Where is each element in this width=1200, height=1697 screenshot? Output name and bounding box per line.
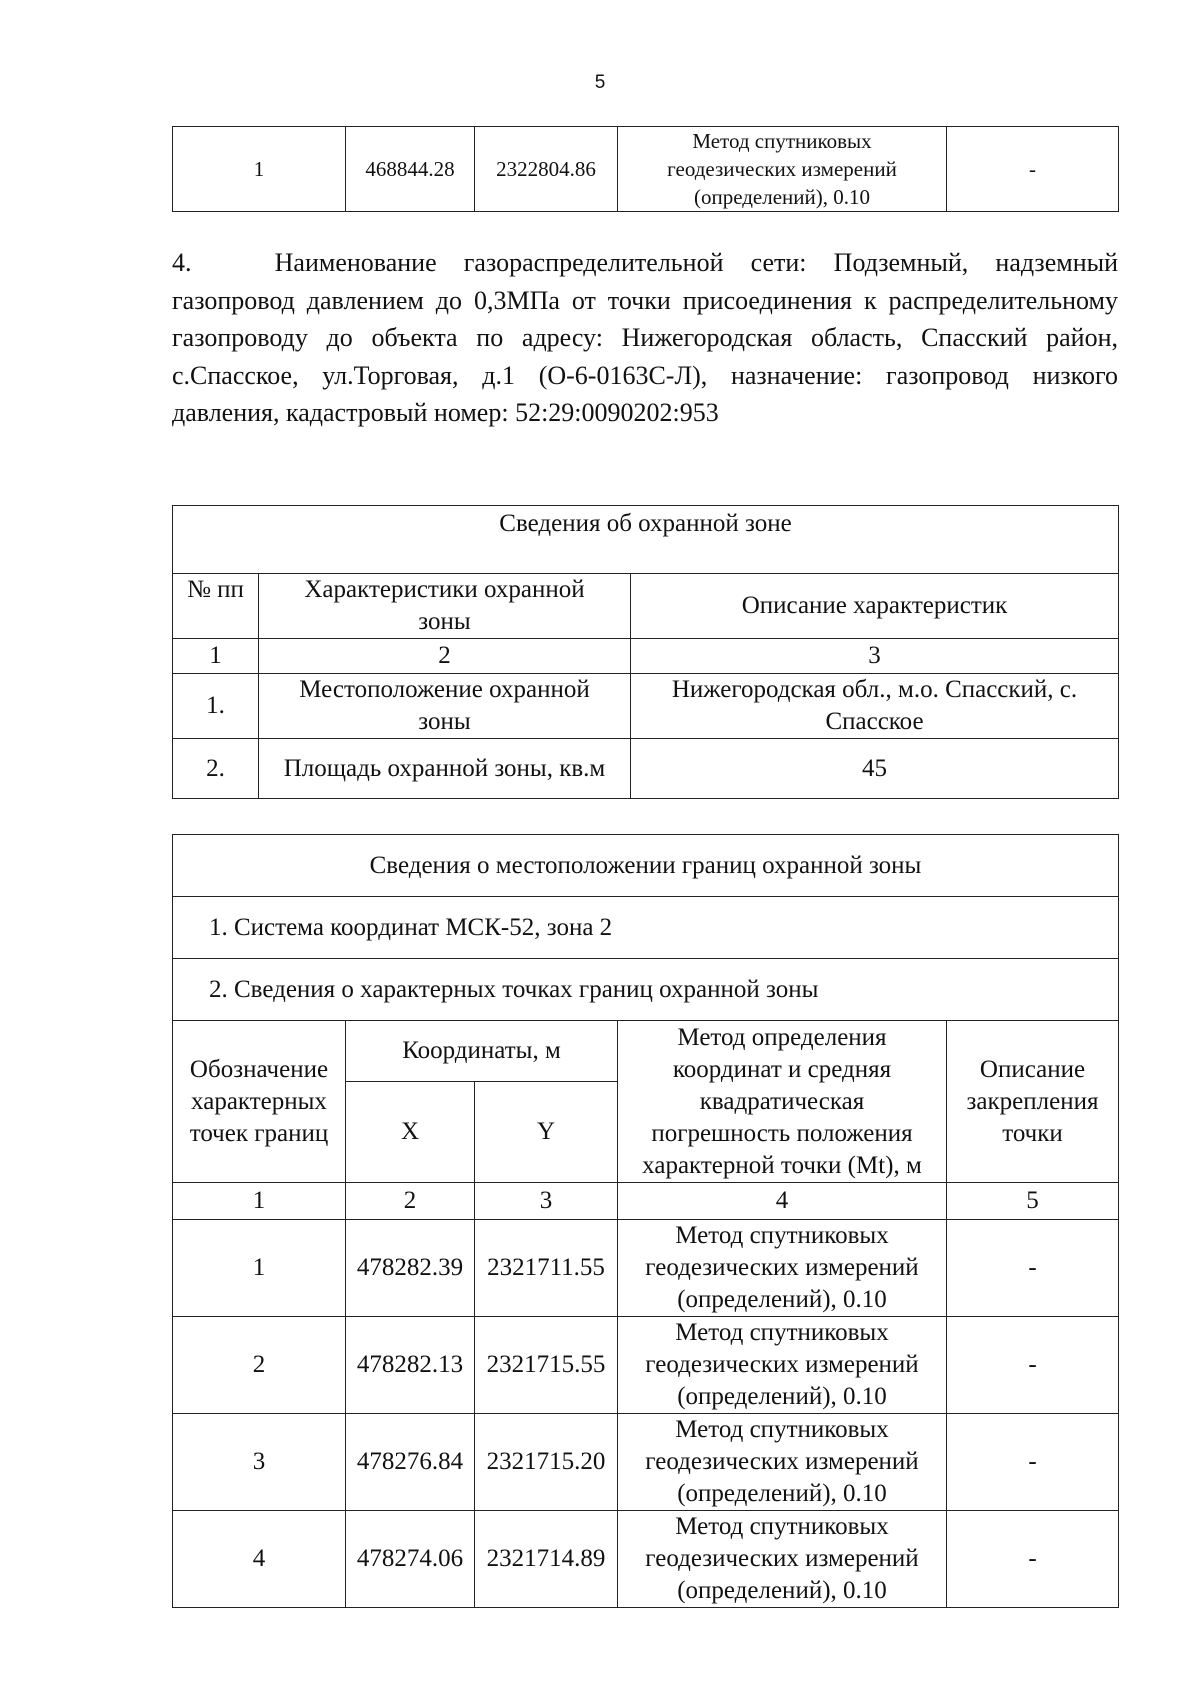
method-cell: Метод спутниковых геодезических измерений (определений), 0.10 bbox=[618, 1317, 947, 1414]
table-row bbox=[173, 127, 1119, 212]
points-title: 2. Сведения о характерных точках границ охранной зоны bbox=[173, 959, 1119, 1021]
table-row bbox=[173, 1511, 1119, 1608]
header-description: Описание характеристик bbox=[631, 574, 1119, 639]
header-designation: Обозначение характерных точек границ bbox=[173, 1021, 346, 1183]
header-x: X bbox=[346, 1082, 475, 1183]
coord-y: 2321715.55 bbox=[475, 1317, 618, 1414]
coord-y: 2321714.89 bbox=[475, 1511, 618, 1608]
col-number: 4 bbox=[618, 1183, 947, 1220]
coord-y: 2322804.86 bbox=[475, 127, 618, 212]
header-num: № пп bbox=[173, 574, 259, 639]
row-characteristic: Местоположение охранной зоны bbox=[259, 674, 631, 739]
fixing-cell: - bbox=[947, 1414, 1119, 1511]
header-characteristic: Характеристики охранной зоны bbox=[259, 574, 631, 639]
fixing-cell: - bbox=[947, 1317, 1119, 1414]
col-number: 2 bbox=[259, 639, 631, 674]
coord-y: 2321711.55 bbox=[475, 1220, 618, 1317]
fixing-cell: - bbox=[947, 127, 1119, 212]
row-characteristic: Площадь охранной зоны, кв.м bbox=[259, 739, 631, 799]
row-description: Нижегородская обл., м.о. Спасский, с. Спасское bbox=[631, 674, 1119, 739]
col-number: 2 bbox=[346, 1183, 475, 1220]
table-row bbox=[173, 1317, 1119, 1414]
row-num: 2. bbox=[173, 739, 259, 799]
header-y: Y bbox=[475, 1082, 618, 1183]
row-num: 1. bbox=[173, 674, 259, 739]
col-number: 5 bbox=[947, 1183, 1119, 1220]
coord-x: 478282.13 bbox=[346, 1317, 475, 1414]
coord-x: 478282.39 bbox=[346, 1220, 475, 1317]
fixing-cell: - bbox=[947, 1511, 1119, 1608]
table-row bbox=[173, 1220, 1119, 1317]
method-cell: Метод спутниковых геодезических измерений (определений), 0.10 bbox=[618, 127, 947, 212]
col-number: 3 bbox=[475, 1183, 618, 1220]
page-number: 5 bbox=[594, 72, 606, 93]
fixing-cell: - bbox=[947, 1220, 1119, 1317]
boundaries-table bbox=[172, 834, 1119, 1608]
zone-table-title: Сведения об охранной зоне bbox=[173, 506, 1119, 574]
point-number: 3 bbox=[173, 1414, 346, 1511]
row-description: 45 bbox=[631, 739, 1119, 799]
header-fixing: Описание закрепления точки bbox=[947, 1021, 1119, 1183]
network-description-paragraph bbox=[172, 244, 1118, 432]
method-cell: Метод спутниковых геодезических измерений (определений), 0.10 bbox=[618, 1511, 947, 1608]
bounds-table-title: Сведения о местоположении границ охранной зоны bbox=[173, 835, 1119, 897]
method-cell: Метод спутниковых геодезических измерений (определений), 0.10 bbox=[618, 1220, 947, 1317]
coord-x: 468844.28 bbox=[346, 127, 475, 212]
table-row bbox=[173, 1414, 1119, 1511]
coord-x: 478276.84 bbox=[346, 1414, 475, 1511]
point-number: 4 bbox=[173, 1511, 346, 1608]
coord-x: 478274.06 bbox=[346, 1511, 475, 1608]
col-number: 3 bbox=[631, 639, 1119, 674]
header-coordinates: Координаты, м bbox=[346, 1021, 618, 1082]
col-number: 1 bbox=[173, 1183, 346, 1220]
point-number: 1 bbox=[173, 127, 346, 212]
protection-zone-table bbox=[172, 505, 1119, 799]
paragraph-number: 4. bbox=[172, 248, 192, 277]
coordinate-system: 1. Система координат МСК-52, зона 2 bbox=[173, 897, 1119, 959]
coord-y: 2321715.20 bbox=[475, 1414, 618, 1511]
point-number: 2 bbox=[173, 1317, 346, 1414]
paragraph-text: Наименование газораспределительной сети: Подземный, надземный газопровод давлением до 0,3МПа от точки присоединения к распределительному газопроводу до объекта по адресу: Нижегородская область, Спасский район, с.Спасское, ул.Торговая, д.1 (О-6-0163С-Л), назначение: газопровод низкого давления, кадастровый номер: 52:29:0090202:953 bbox=[172, 248, 1118, 428]
top-coordinates-table bbox=[172, 126, 1119, 212]
header-method: Метод определения координат и средняя квадратическая погрешность положения характерной точки (Mt), м bbox=[618, 1021, 947, 1183]
point-number: 1 bbox=[173, 1220, 346, 1317]
method-cell: Метод спутниковых геодезических измерений (определений), 0.10 bbox=[618, 1414, 947, 1511]
col-number: 1 bbox=[173, 639, 259, 674]
